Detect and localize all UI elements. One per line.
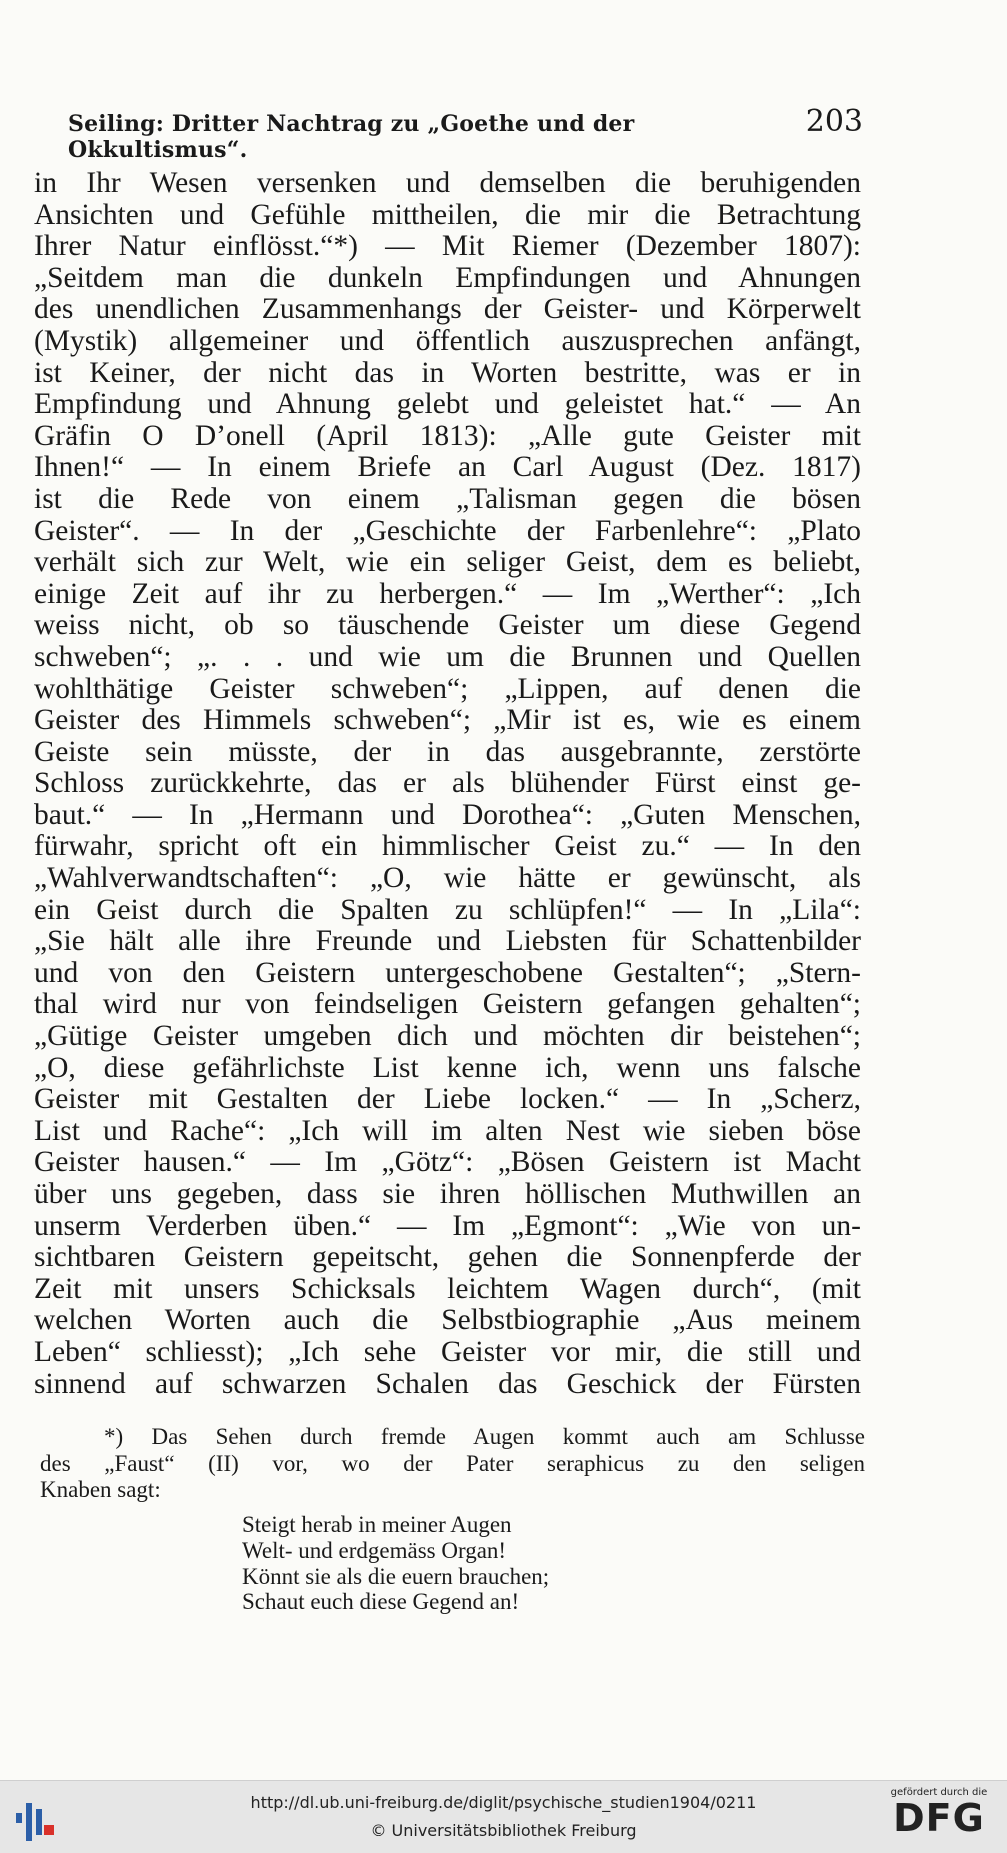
text-line: einige Zeit auf ihr zu herbergen.“ — Im „Werther“: „Ich	[34, 578, 861, 610]
text-line: Zeit mit unsers Schicksals leichtem Wagen durch“, (mit	[34, 1273, 861, 1305]
text-line: des unendlichen Zusammenhangs der Geister- und Körperwelt	[34, 294, 861, 326]
funding-note: gefördert durch die	[890, 1787, 988, 1798]
text-line: über uns gegeben, dass sie ihren höllischen Muthwillen an	[34, 1179, 861, 1210]
text-line: unserm Verderben üben.“ — Im „Egmont“: „Wie von un-	[34, 1210, 861, 1242]
text-line: „O, diese gefährlichste List kenne ich, wenn uns falsche	[34, 1052, 861, 1084]
text-line: Geiste sein müsste, der in das ausgebrannte, zerstörte	[34, 736, 861, 768]
text-line: und von den Geistern untergeschobene Gestalten“; „Stern-	[34, 957, 861, 989]
text-line: Empfindung und Ahnung gelebt und geleistet hat.“ — An	[34, 389, 861, 421]
text-line: sinnend auf schwarzen Schalen das Geschick der Fürsten	[34, 1368, 861, 1400]
verse-line: Welt- und erdgemäss Organ!	[242, 1537, 507, 1563]
text-line: Geister“. — In der „Geschichte der Farbenlehre“: „Plato	[34, 515, 861, 547]
text-line: List und Rache“: „Ich will im alten Nest wie sieben böse	[34, 1115, 861, 1147]
footnote-line: Knaben sagt:	[40, 1477, 161, 1502]
text-line: thal wird nur von feindseligen Geistern gefangen gehalten“;	[34, 989, 861, 1021]
text-line: sichtbaren Geistern gepeitscht, gehen die Sonnenpferde der	[34, 1242, 861, 1274]
page-number: 203	[805, 104, 863, 139]
text-line: Leben“ schliesst); „Ich sehe Geister vor mir, die still und	[34, 1336, 861, 1368]
text-line: fürwahr, spricht oft ein himmlischer Geist zu.“ — In den	[34, 831, 861, 863]
text-line: Ihnen!“ — In einem Briefe an Carl August (Dez. 1817)	[34, 452, 861, 484]
footnote-line: des „Faust“ (II) vor, wo der Pater seraphicus zu den seligen	[40, 1450, 865, 1476]
dfg-logo-text: DFG	[893, 1796, 985, 1840]
page-header	[68, 104, 863, 163]
dfg-logo	[883, 1787, 995, 1838]
running-head: Seiling: Dritter Nachtrag zu „Goethe und der Okkultismus“.	[68, 111, 635, 163]
text-line: Geister mit Gestalten der Liebe locken.“ — In „Scherz,	[34, 1084, 861, 1116]
text-line: ist Keiner, der nicht das in Worten bestritte, was er in	[34, 357, 861, 389]
verse-quote	[242, 1512, 549, 1615]
text-line: (Mystik) allgemeiner und öffentlich auszusprechen anfängt,	[34, 325, 861, 357]
text-line: Gräfin O D’onell (April 1813): „Alle gute Geister mit	[34, 420, 861, 452]
copyright-text: © Universitätsbibliothek Freiburg	[370, 1821, 637, 1840]
viewer-footer	[0, 1780, 1007, 1853]
text-line: ist die Rede von einem „Talisman gegen die bösen	[34, 483, 861, 515]
text-line: Geister hausen.“ — Im „Götz“: „Bösen Geistern ist Macht	[34, 1147, 861, 1179]
text-line: wohlthätige Geister schweben“; „Lippen, auf denen die	[34, 673, 861, 705]
source-url-link[interactable]: http://dl.ub.uni-freiburg.de/diglit/psychische_studien1904/0211	[250, 1793, 757, 1812]
verse-line: Könnt sie als die euern brauchen;	[242, 1563, 550, 1589]
text-line: welchen Worten auch die Selbstbiographie „Aus meinem	[34, 1305, 861, 1337]
text-line: baut.“ — In „Hermann und Dorothea“: „Guten Menschen,	[34, 799, 861, 831]
body-text	[34, 168, 861, 1400]
text-line: Ansichten und Gefühle mittheilen, die mir die Betrachtung	[34, 199, 861, 231]
text-line: Ihrer Natur einflösst.“*) — Mit Riemer (Dezember 1807):	[34, 231, 861, 263]
text-line: ein Geist durch die Spalten zu schlüpfen!“ — In „Lila“:	[34, 894, 861, 926]
text-line: Schloss zurückkehrte, das er als blühender Fürst einst ge-	[34, 768, 861, 800]
text-line: „Seitdem man die dunkeln Empfindungen und Ahnungen	[34, 262, 861, 294]
text-line: weiss nicht, ob so täuschende Geister um diese Gegend	[34, 610, 861, 642]
text-line: Geister des Himmels schweben“; „Mir ist es, wie es einem	[34, 705, 861, 737]
verse-line: Schaut euch diese Gegend an!	[242, 1589, 520, 1615]
verse-line: Steigt herab in meiner Augen	[242, 1512, 512, 1537]
text-line: verhält sich zur Welt, wie ein seliger Geist, dem es beliebt,	[34, 547, 861, 579]
footnote	[40, 1424, 865, 1504]
text-line: „Gütige Geister umgeben dich und möchten dir beistehen“;	[34, 1021, 861, 1053]
text-line: in Ihr Wesen versenken und demselben die beruhigenden	[34, 168, 861, 199]
text-line: schweben“; „. . . und wie um die Brunnen und Quellen	[34, 641, 861, 673]
text-line: „Wahlverwandtschaften“: „O, wie hätte er gewünscht, als	[34, 863, 861, 895]
text-line: „Sie hält alle ihre Freunde und Liebsten für Schattenbilder	[34, 926, 861, 958]
footnote-line: *) Das Sehen durch fremde Augen kommt auch am Schlusse	[104, 1424, 865, 1449]
